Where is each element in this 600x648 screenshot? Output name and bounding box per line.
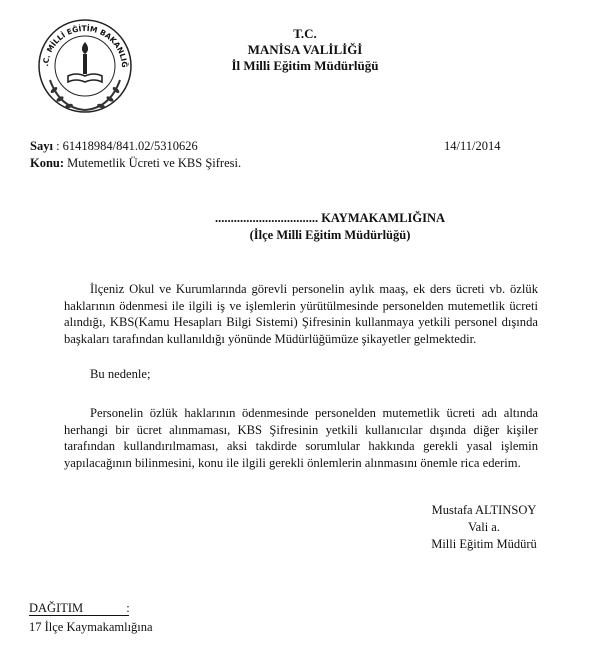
signature-title2: Milli Eğitim Müdürü bbox=[431, 537, 537, 551]
header-directorate: İl Milli Eğitim Müdürlüğü bbox=[231, 58, 379, 73]
distribution-colon: : bbox=[126, 601, 130, 615]
logo-text: .C. MİLLİ EĞİTİM BAKANLIĞ bbox=[41, 23, 130, 68]
ministry-logo bbox=[30, 10, 140, 120]
body-paragraph-1: İlçeniz Okul ve Kurumlarında görevli personelin aylık maaş, ek ders ücreti vb. özlük haklarının ödenmesi ile ilgili iş ve işlemlerin yürütülmesinde personelden mutemetlik ücreti alındığı, KBS(Kamu Hesapları Bilgi Sistemi) Şifresinin kullanmaya yetkili personel dışında başkaları tarafından kullanıldığı yönünde Müdürlüğümüze şikayetler gelmektedir. bbox=[64, 282, 538, 346]
distribution-heading bbox=[29, 601, 130, 616]
body-paragraph-3: Personelin özlük haklarının ödenmesinde personelden mutemetlik ücreti adı altında herhangi bir ücret alınmaması, KBS Şifresinin yetkili kullanıcılar dışında diğer kişiler tarafından kullandırılmaması, aksi takdirde sorumlular hakkında gerekli yasal işlemin yapılacağının bilinmesini, konu ile ilgili gerekli önlemlerin alınmasını önemle rica ederim. bbox=[64, 406, 538, 470]
konu-label: Konu: bbox=[30, 156, 65, 170]
distribution-label: DAĞITIM bbox=[29, 601, 84, 615]
konu-line bbox=[30, 156, 241, 171]
document-date: 14/11/2014 bbox=[444, 139, 501, 153]
header-valilik: MANİSA VALİLİĞİ bbox=[247, 42, 363, 57]
addressee-line1: ................................. KAYMAKAMLIĞINA bbox=[214, 211, 446, 225]
addressee-line2: (İlçe Milli Eğitim Müdürlüğü) bbox=[249, 228, 411, 242]
signature-name: Mustafa ALTINSOY bbox=[431, 503, 537, 517]
sayi-line bbox=[30, 139, 198, 154]
konu-value: Mutemetlik Ücreti ve KBS Şifresi. bbox=[67, 156, 242, 170]
distribution-recipient: 17 İlçe Kaymakamlığına bbox=[29, 620, 153, 634]
body-paragraph-2: Bu nedenle; bbox=[90, 367, 151, 381]
distribution-underline bbox=[29, 615, 129, 616]
sayi-value: : 61418984/841.02/5310626 bbox=[56, 139, 198, 153]
signature-title1: Vali a. bbox=[468, 520, 500, 534]
header-tc: T.C. bbox=[293, 26, 317, 41]
sayi-label: Sayı bbox=[30, 139, 53, 153]
